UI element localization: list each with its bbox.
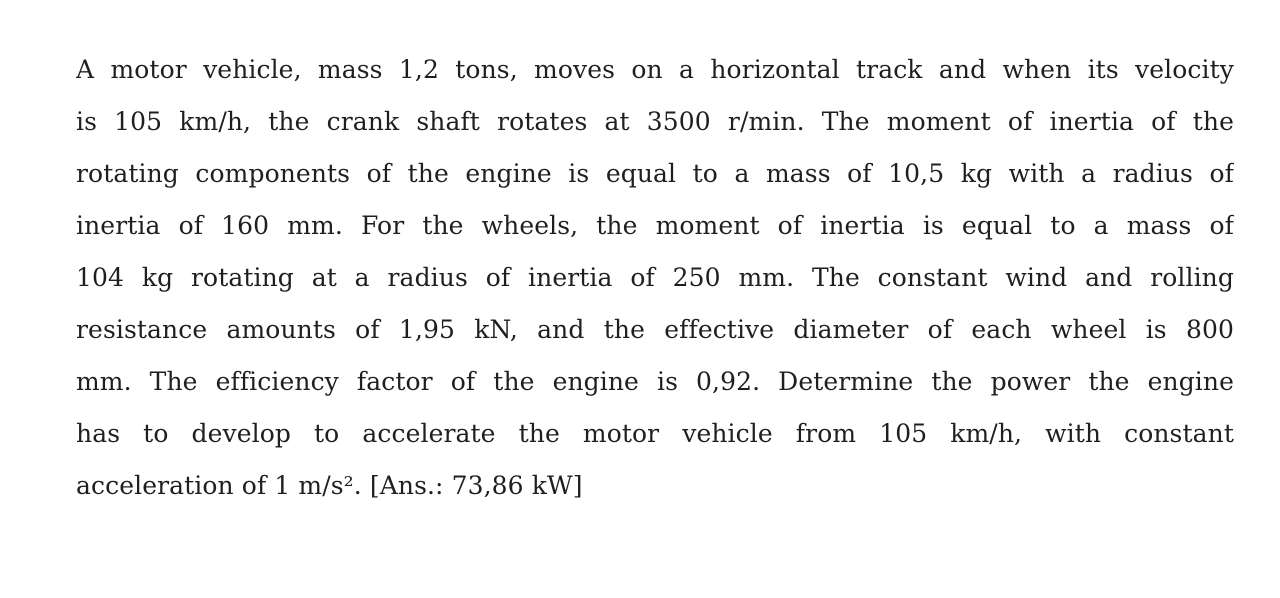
text-line-5: 104 kg rotating at a radius of inertia of 250 mm. The constant wind and rolling [76, 263, 1234, 292]
problem-text [76, 44, 1234, 512]
text-line-4: inertia of 160 mm. For the wheels, the moment of inertia is equal to a mass of [76, 211, 1234, 240]
text-line-1: A motor vehicle, mass 1,2 tons, moves on a horizontal track and when its velocity [76, 55, 1234, 84]
text-line-3: rotating components of the engine is equal to a mass of 10,5 kg with a radius of [76, 159, 1234, 188]
text-line-8: has to develop to accelerate the motor vehicle from 105 km/h, with constant [76, 419, 1234, 448]
text-line-6: resistance amounts of 1,95 kN, and the effective diameter of each wheel is 800 [76, 315, 1234, 344]
text-line-7: mm. The efficiency factor of the engine is 0,92. Determine the power the engine [76, 367, 1234, 396]
text-line-9-answer: acceleration of 1 m/s². [Ans.: 73,86 kW] [76, 471, 583, 500]
text-line-2: is 105 km/h, the crank shaft rotates at 3500 r/min. The moment of inertia of the [76, 107, 1234, 136]
